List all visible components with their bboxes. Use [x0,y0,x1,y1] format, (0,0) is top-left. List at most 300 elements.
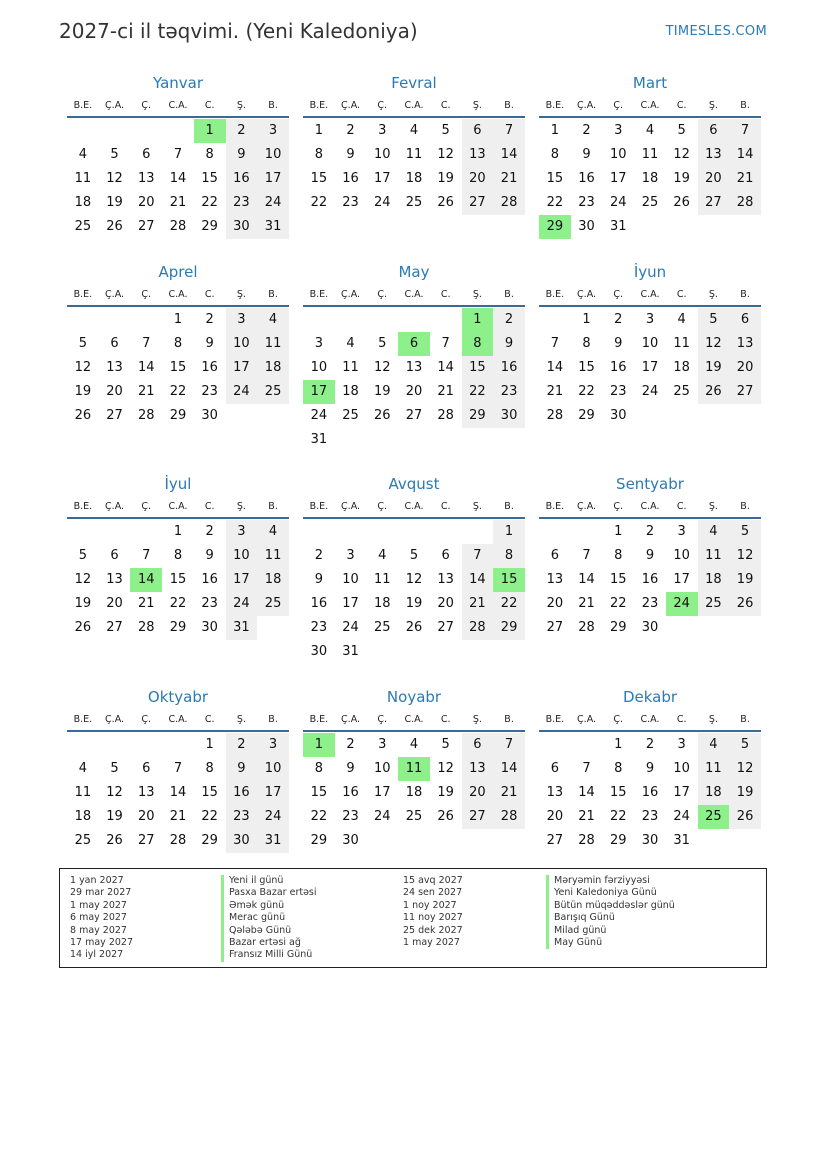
day-cell: 23 [493,380,525,404]
empty-cell [67,520,99,544]
legend-holiday-name: Milad günü [546,925,675,937]
day-cell: 22 [169,596,187,611]
day-cell: 13 [106,572,123,587]
weekday-label: Ş. [236,100,246,111]
legend-date: 15 avq 2027 [403,875,463,886]
weekday-label: B.E. [73,289,93,300]
weekday-label: C. [204,501,215,512]
day-cell: 12 [373,360,391,375]
day-cell: 13 [698,143,730,167]
weekday-label: Ç.A. [341,100,361,111]
holiday-day-cell: 1 [194,119,226,143]
day-cell: 14 [578,785,595,800]
day-cell: 3 [378,737,387,752]
weekday-label: Ş. [708,714,718,725]
month-12 [539,686,761,853]
day-cell: 23 [201,384,218,399]
weekday-label: Ç.A. [341,714,361,725]
day-cell: 17 [641,360,659,375]
day-cell: 30 [226,829,258,853]
day-cell: 11 [405,147,423,162]
day-cell: 20 [405,384,423,399]
legend-holiday-name: Əmək günü [221,900,317,912]
day-cell: 29 [493,616,525,640]
day-cell: 8 [205,147,214,162]
brand-link[interactable]: TIMESLES.COM [665,24,767,39]
day-cell: 8 [314,147,323,162]
day-cell: 16 [201,360,218,375]
day-cell: 4 [257,520,289,544]
empty-cell [398,520,430,544]
day-cell: 21 [169,195,187,210]
day-cell: 5 [110,761,119,776]
day-grid [67,520,289,640]
weekday-header [67,710,289,732]
weekday-label: Ç. [377,289,388,300]
empty-cell [99,119,131,143]
day-cell: 12 [106,785,123,800]
month-3 [539,72,761,239]
day-cell: 22 [201,195,218,210]
weekday-label: B. [268,501,278,512]
day-cell: 20 [106,596,123,611]
day-cell: 28 [137,620,155,635]
legend-date: 8 may 2027 [70,924,127,936]
empty-cell [67,308,99,332]
empty-cell [67,119,99,143]
day-cell: 20 [698,167,730,191]
day-cell: 19 [106,195,123,210]
day-cell: 7 [550,336,559,351]
weekday-label: Ç. [613,289,624,300]
empty-cell [335,520,367,544]
legend-holiday-name: Fransız Milli Günü [221,949,317,961]
day-cell: 28 [578,620,595,635]
empty-cell [462,520,494,544]
day-cell: 6 [698,119,730,143]
day-cell: 20 [106,384,123,399]
day-cell: 19 [437,171,454,186]
day-cell: 22 [609,596,627,611]
day-cell: 24 [342,620,359,635]
day-cell: 14 [493,143,525,167]
day-cell: 16 [578,171,595,186]
day-cell: 17 [373,785,391,800]
day-cell: 5 [409,548,419,563]
legend-date: 11 noy 2027 [403,912,463,924]
day-cell: 7 [142,336,151,351]
day-cell: 23 [226,805,258,829]
day-cell: 24 [373,195,391,210]
weekday-label: Ç.A. [105,100,125,111]
holiday-day-cell: 6 [398,332,430,356]
weekday-label: Ç. [141,100,152,111]
weekday-label: Ç.A. [341,501,361,512]
day-cell: 4 [677,312,686,327]
day-cell: 22 [310,195,328,210]
day-cell: 25 [405,195,423,210]
weekday-header [67,285,289,307]
day-cell: 23 [609,384,627,399]
day-cell: 11 [373,572,391,587]
month-6 [539,261,761,428]
day-cell: 6 [110,336,119,351]
day-cell: 29 [609,620,627,635]
day-cell: 16 [342,785,359,800]
weekday-label: Ş. [472,289,482,300]
day-cell: 30 [578,219,595,234]
day-grid [67,733,289,853]
day-cell: 17 [673,572,690,587]
day-cell: 11 [74,171,92,186]
day-cell: 27 [729,380,761,404]
month-7 [67,473,289,640]
weekday-label: Ç. [377,714,388,725]
day-cell: 31 [609,219,627,234]
day-cell: 8 [614,761,623,776]
month-name: Oktyabr [147,688,209,706]
weekday-label: Ş. [708,289,718,300]
month-9 [539,473,761,640]
empty-cell [99,520,131,544]
weekday-label: Ç.A. [341,289,361,300]
day-cell: 24 [257,191,289,215]
day-cell: 22 [546,195,564,210]
day-cell: 16 [226,781,258,805]
weekday-header [303,497,525,519]
day-cell: 13 [106,360,123,375]
day-cell: 7 [441,336,450,351]
month-2 [303,72,525,215]
day-cell: 4 [409,737,419,752]
day-cell: 6 [550,548,559,563]
day-cell: 4 [698,733,730,757]
day-cell: 29 [462,404,494,428]
day-cell: 20 [546,596,564,611]
day-cell: 18 [673,360,690,375]
empty-cell [67,733,99,757]
day-cell: 24 [226,592,258,616]
day-cell: 11 [257,544,289,568]
day-cell: 2 [582,123,591,138]
day-cell: 6 [550,761,559,776]
legend-holiday-name: Pasxa Bazar ertəsi [221,887,317,899]
day-cell: 30 [226,215,258,239]
day-cell: 5 [441,123,450,138]
day-cell: 5 [729,520,761,544]
day-cell: 6 [729,308,761,332]
day-cell: 3 [645,312,655,327]
month-4 [67,261,289,428]
legend-date: 14 iyl 2027 [70,949,124,961]
day-cell: 20 [462,781,494,805]
day-cell: 22 [201,809,218,824]
day-cell: 23 [342,195,359,210]
day-cell: 10 [310,360,328,375]
day-cell: 10 [226,332,258,356]
day-cell: 1 [173,524,183,539]
day-cell: 9 [226,143,258,167]
day-cell: 2 [226,119,258,143]
weekday-label: C. [440,714,451,725]
day-cell: 12 [106,171,123,186]
month-name: Avqust [388,475,440,493]
day-cell: 3 [677,737,686,752]
weekday-label: Ç. [141,501,152,512]
empty-cell [303,520,335,544]
day-cell: 2 [314,548,323,563]
day-cell: 21 [578,596,595,611]
day-cell: 30 [609,408,627,423]
day-cell: 22 [609,809,627,824]
weekday-label: B.E. [545,501,565,512]
day-cell: 7 [173,761,183,776]
day-cell: 3 [346,548,355,563]
day-cell: 1 [614,524,623,539]
legend-holiday-name: Qələbə Günü [221,925,317,937]
day-cell: 18 [641,171,659,186]
empty-cell [99,733,131,757]
day-cell: 14 [578,572,595,587]
day-cell: 17 [342,596,359,611]
day-cell: 23 [641,809,659,824]
empty-cell [130,520,162,544]
holiday-day-cell: 1 [462,308,494,332]
legend-names-col-1 [221,875,317,962]
day-cell: 20 [437,596,454,611]
legend-holiday-name: Bütün müqəddəslər günü [546,900,675,912]
day-cell: 4 [378,548,387,563]
day-cell: 1 [614,737,623,752]
day-cell: 14 [729,143,761,167]
day-cell: 19 [74,596,92,611]
day-cell: 22 [462,380,494,404]
day-cell: 20 [729,356,761,380]
day-cell: 4 [409,123,419,138]
month-1 [67,72,289,239]
holiday-day-cell: 17 [303,380,335,404]
day-cell: 25 [698,592,730,616]
day-cell: 10 [226,544,258,568]
weekday-label: C. [676,501,687,512]
day-cell: 15 [201,785,218,800]
legend-holiday-name: Merac günü [221,912,317,924]
month-name: Mart [632,74,668,92]
weekday-label: C.A. [168,100,188,111]
day-cell: 6 [142,147,151,162]
empty-cell [398,308,430,332]
day-cell: 15 [201,171,218,186]
day-cell: 13 [462,757,494,781]
day-cell: 4 [257,308,289,332]
day-cell: 25 [405,809,423,824]
day-cell: 17 [226,568,258,592]
day-cell: 1 [550,123,559,138]
day-cell: 5 [78,336,87,351]
day-cell: 3 [257,119,289,143]
day-cell: 11 [673,336,690,351]
day-cell: 2 [226,733,258,757]
day-cell: 19 [673,171,690,186]
weekday-label: B. [504,501,514,512]
weekday-label: C.A. [640,501,660,512]
day-cell: 18 [74,195,92,210]
day-cell: 15 [609,785,627,800]
weekday-label: C.A. [640,100,660,111]
day-cell: 7 [729,119,761,143]
weekday-label: C.A. [168,289,188,300]
weekday-label: C. [440,100,451,111]
month-5 [303,261,525,452]
day-cell: 28 [493,805,525,829]
day-cell: 20 [137,809,155,824]
weekday-label: B. [268,100,278,111]
day-cell: 19 [729,568,761,592]
day-cell: 5 [698,308,730,332]
holiday-day-cell: 8 [462,332,494,356]
day-cell: 12 [437,147,454,162]
weekday-label: C.A. [404,714,424,725]
weekday-label: B.E. [309,714,329,725]
month-name: May [398,263,430,281]
day-cell: 4 [78,147,87,162]
day-cell: 9 [205,548,214,563]
day-cell: 9 [346,147,355,162]
weekday-label: B.E. [73,100,93,111]
day-cell: 16 [641,785,659,800]
holiday-day-cell: 29 [539,215,571,239]
day-cell: 7 [582,761,591,776]
day-cell: 5 [441,737,450,752]
weekday-label: Ç. [141,289,152,300]
day-cell: 19 [437,785,454,800]
day-cell: 4 [698,520,730,544]
day-cell: 24 [609,195,627,210]
weekday-label: B.E. [545,289,565,300]
day-cell: 25 [342,408,359,423]
day-cell: 31 [257,215,289,239]
day-cell: 24 [226,380,258,404]
weekday-label: C. [204,714,215,725]
day-cell: 23 [310,620,328,635]
day-cell: 21 [546,384,564,399]
day-cell: 30 [342,833,359,848]
day-cell: 27 [437,620,454,635]
day-cell: 10 [257,757,289,781]
weekday-label: B.E. [545,714,565,725]
weekday-label: C. [676,100,687,111]
month-10 [67,686,289,853]
day-cell: 5 [110,147,119,162]
day-cell: 12 [729,544,761,568]
empty-cell [130,308,162,332]
weekday-label: C.A. [640,289,660,300]
day-cell: 28 [462,616,494,640]
day-cell: 14 [169,785,187,800]
day-cell: 28 [169,219,187,234]
day-cell: 25 [257,592,289,616]
legend-date: 1 may 2027 [70,899,127,911]
weekday-label: Ş. [472,100,482,111]
weekday-label: Ş. [236,289,246,300]
day-cell: 20 [462,167,494,191]
day-cell: 3 [677,524,686,539]
day-cell: 2 [346,737,355,752]
weekday-label: B. [740,501,750,512]
day-cell: 10 [257,143,289,167]
day-cell: 28 [169,833,187,848]
day-cell: 28 [137,408,155,423]
legend-date: 25 dek 2027 [403,924,463,936]
day-cell: 25 [641,195,659,210]
day-grid [67,119,289,239]
day-cell: 15 [310,171,328,186]
day-cell: 9 [346,761,355,776]
day-cell: 23 [578,195,595,210]
day-cell: 7 [582,548,591,563]
day-cell: 30 [201,408,218,423]
month-name: Sentyabr [616,475,684,493]
empty-cell [571,520,603,544]
day-cell: 11 [698,757,730,781]
day-cell: 8 [614,548,623,563]
weekday-label: C.A. [168,714,188,725]
day-grid [303,119,525,215]
day-cell: 13 [729,332,761,356]
day-cell: 21 [578,809,595,824]
day-cell: 1 [173,312,183,327]
day-cell: 7 [462,544,494,568]
day-cell: 9 [226,757,258,781]
day-cell: 10 [373,761,391,776]
day-cell: 26 [106,833,123,848]
empty-cell [162,733,194,757]
day-cell: 12 [74,572,92,587]
weekday-label: B.E. [73,714,93,725]
day-cell: 17 [673,785,690,800]
weekday-label: C.A. [640,714,660,725]
day-cell: 17 [226,356,258,380]
weekday-label: C. [440,501,451,512]
day-cell: 15 [169,360,187,375]
weekday-label: Ç. [377,501,388,512]
month-name: Dekabr [622,688,678,706]
day-cell: 24 [673,809,690,824]
day-cell: 27 [106,408,123,423]
day-cell: 13 [437,572,454,587]
day-cell: 6 [441,548,450,563]
day-cell: 6 [110,548,119,563]
weekday-label: Ş. [472,714,482,725]
day-cell: 26 [437,809,454,824]
month-11 [303,686,525,853]
empty-cell [430,308,462,332]
weekday-label: Ç.A. [105,714,125,725]
day-cell: 10 [342,572,359,587]
day-cell: 10 [373,147,391,162]
day-cell: 18 [342,384,359,399]
day-cell: 30 [493,404,525,428]
day-cell: 22 [493,592,525,616]
day-cell: 16 [226,167,258,191]
day-cell: 26 [673,195,690,210]
day-cell: 2 [645,524,655,539]
day-cell: 16 [342,171,359,186]
weekday-label: B. [740,100,750,111]
day-cell: 20 [546,809,564,824]
weekday-label: Ş. [236,714,246,725]
day-cell: 11 [698,544,730,568]
